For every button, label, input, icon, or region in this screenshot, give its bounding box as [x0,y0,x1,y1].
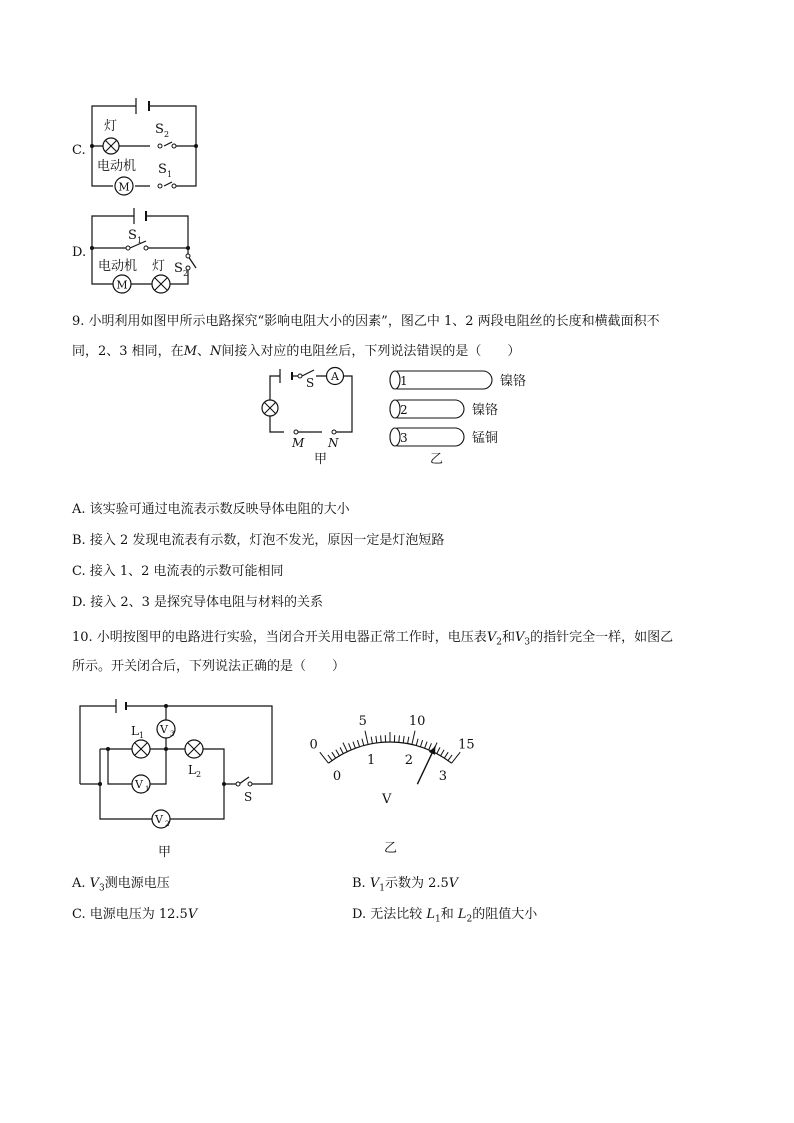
dial-tick [381,735,382,742]
svg-text:2: 2 [196,770,202,779]
svg-text:S: S [244,790,253,804]
dial-tick [362,739,364,746]
dial-inner-label: 1 [367,753,376,769]
circuit-option-c [88,92,203,196]
dial-tick [349,743,352,749]
q10-option-d[interactable]: D. 无法比较 $L_1$和 $L_2$的阻值大小 [352,907,538,925]
dial-tick [412,731,415,745]
svg-text:2: 2 [183,269,189,278]
dial-outer-label: 5 [358,714,367,730]
dial-tick [403,736,404,743]
q10-voltmeter-dial [290,712,490,862]
svg-text:L: L [188,763,196,777]
q9-option-b[interactable]: B. 接入 2 发现电流表有示数，灯泡不发光，原因一定是灯泡短路 [72,533,445,548]
dial-tick [376,736,377,743]
q9-circuit-jia [256,366,366,470]
lamp-icon-l2 [185,740,203,758]
svg-text:S: S [128,228,137,243]
svg-text:1: 1 [167,170,173,179]
svg-text:1: 1 [139,731,145,740]
dial-tick [357,740,359,747]
dial-tick [429,743,432,749]
svg-text:A: A [331,370,339,383]
svg-text:V: V [160,723,168,736]
svg-text:2: 2 [400,403,408,417]
dial-tick [399,735,400,742]
svg-text:2: 2 [165,820,170,828]
q10-stem-line2: 所示。开关闭合后，下列说法正确的是（ ） [72,659,346,674]
caption-jia: 甲 [158,845,172,860]
q10-option-c[interactable]: C. 电源电压为 12.5V [72,907,198,922]
dial-tick [420,740,422,747]
dial-tick [320,752,329,763]
dial-tick [328,755,332,761]
motor-label: 电动机 [97,159,137,174]
svg-text:N: N [328,436,339,450]
svg-text:S: S [158,162,167,177]
svg-text:M: M [116,278,128,292]
svg-text:S: S [306,376,315,390]
svg-text:S: S [155,122,164,137]
q9-wires-yi [386,366,536,470]
q9-option-d[interactable]: D. 接入 2、3 是探究导体电阻与材料的关系 [72,595,324,610]
svg-text:镍铬: 镍铬 [472,403,499,418]
q10-circuit-jia [74,698,278,864]
svg-text:锰铜: 锰铜 [472,431,499,446]
dial-tick [425,742,427,749]
option-c-label[interactable]: C. [72,143,86,158]
svg-text:镍铬: 镍铬 [500,374,527,389]
voltmeter-v3-icon [157,720,175,738]
dial-tick [441,750,445,756]
q9-stem-line2: 同，2、3 相同，在M、N间接入对应的电阻丝后，下列说法错误的是（ ） [72,344,521,359]
svg-text:2: 2 [164,130,170,139]
q10-option-a[interactable]: A. $V_3$测电源电压 [72,876,170,894]
dial-tick [365,731,368,745]
dial-tick [340,747,343,753]
lamp-icon [103,138,119,154]
caption-jia: 甲 [314,452,328,467]
q9-option-c[interactable]: C. 接入 1、2 电流表的示数可能相同 [72,564,284,579]
caption-yi: 乙 [430,452,444,467]
dial-tick [448,755,452,761]
motor-icon [115,177,133,195]
voltmeter-v1-icon [132,775,150,793]
caption-yi: 乙 [384,841,398,856]
lamp-label: 灯 [152,259,166,274]
q9-stem-line1: 9. 小明利用如图甲所示电路探究“影响电阻大小的因素”，图乙中 1、2 两段电阻丝的长度和横截面积不 [72,314,660,329]
q10-stem-line1: 10. 小明按图甲的电路进行实验，当闭合开关用电器正常工作时，电压表$V_2$和$V_3$的指针完全一样，如图乙 [72,630,674,648]
dial-unit: V [382,792,392,807]
lamp-icon [262,400,278,416]
q9-option-a[interactable]: A. 该实验可通过电流表示数反映导体电阻的大小 [72,502,350,517]
svg-text:1: 1 [137,236,143,245]
dial-outer-label: 10 [408,714,426,730]
dial-inner-label: 3 [438,769,448,785]
dial-tick [353,742,355,749]
svg-text:M: M [118,180,130,194]
svg-text:3: 3 [400,431,408,445]
circuit-option-d [88,204,203,300]
dial-tick [444,752,448,758]
dial-tick [416,739,418,746]
svg-text:L: L [131,724,139,738]
dial-tick [332,752,336,758]
svg-text:V: V [135,778,143,791]
lamp-icon [152,275,170,293]
dial-tick [452,752,461,763]
dial-inner-label: 2 [404,753,413,769]
q10-option-b[interactable]: B. $V_1$示数为 2.5V [352,876,459,894]
svg-text:S: S [174,261,183,276]
lamp-icon-l1 [132,740,150,758]
dial-tick [336,750,340,756]
svg-text:M: M [292,436,305,450]
svg-text:1: 1 [400,374,408,388]
dial-outer-label: 15 [458,737,475,753]
ammeter-icon [327,368,344,385]
lamp-label: 灯 [104,119,118,134]
svg-text:3: 3 [170,730,175,738]
motor-label: 电动机 [98,259,138,274]
motor-icon [113,275,131,293]
dial-tick [371,737,372,744]
dial-tick [408,737,409,744]
svg-text:V: V [155,813,163,826]
svg-text:1: 1 [145,785,150,793]
dial-inner-label: 0 [332,769,342,785]
dial-outer-label: 0 [309,737,318,753]
dial-tick [343,743,347,752]
option-d-label[interactable]: D. [72,245,87,260]
voltmeter-v2-icon [152,810,170,828]
dial-tick [437,747,440,753]
